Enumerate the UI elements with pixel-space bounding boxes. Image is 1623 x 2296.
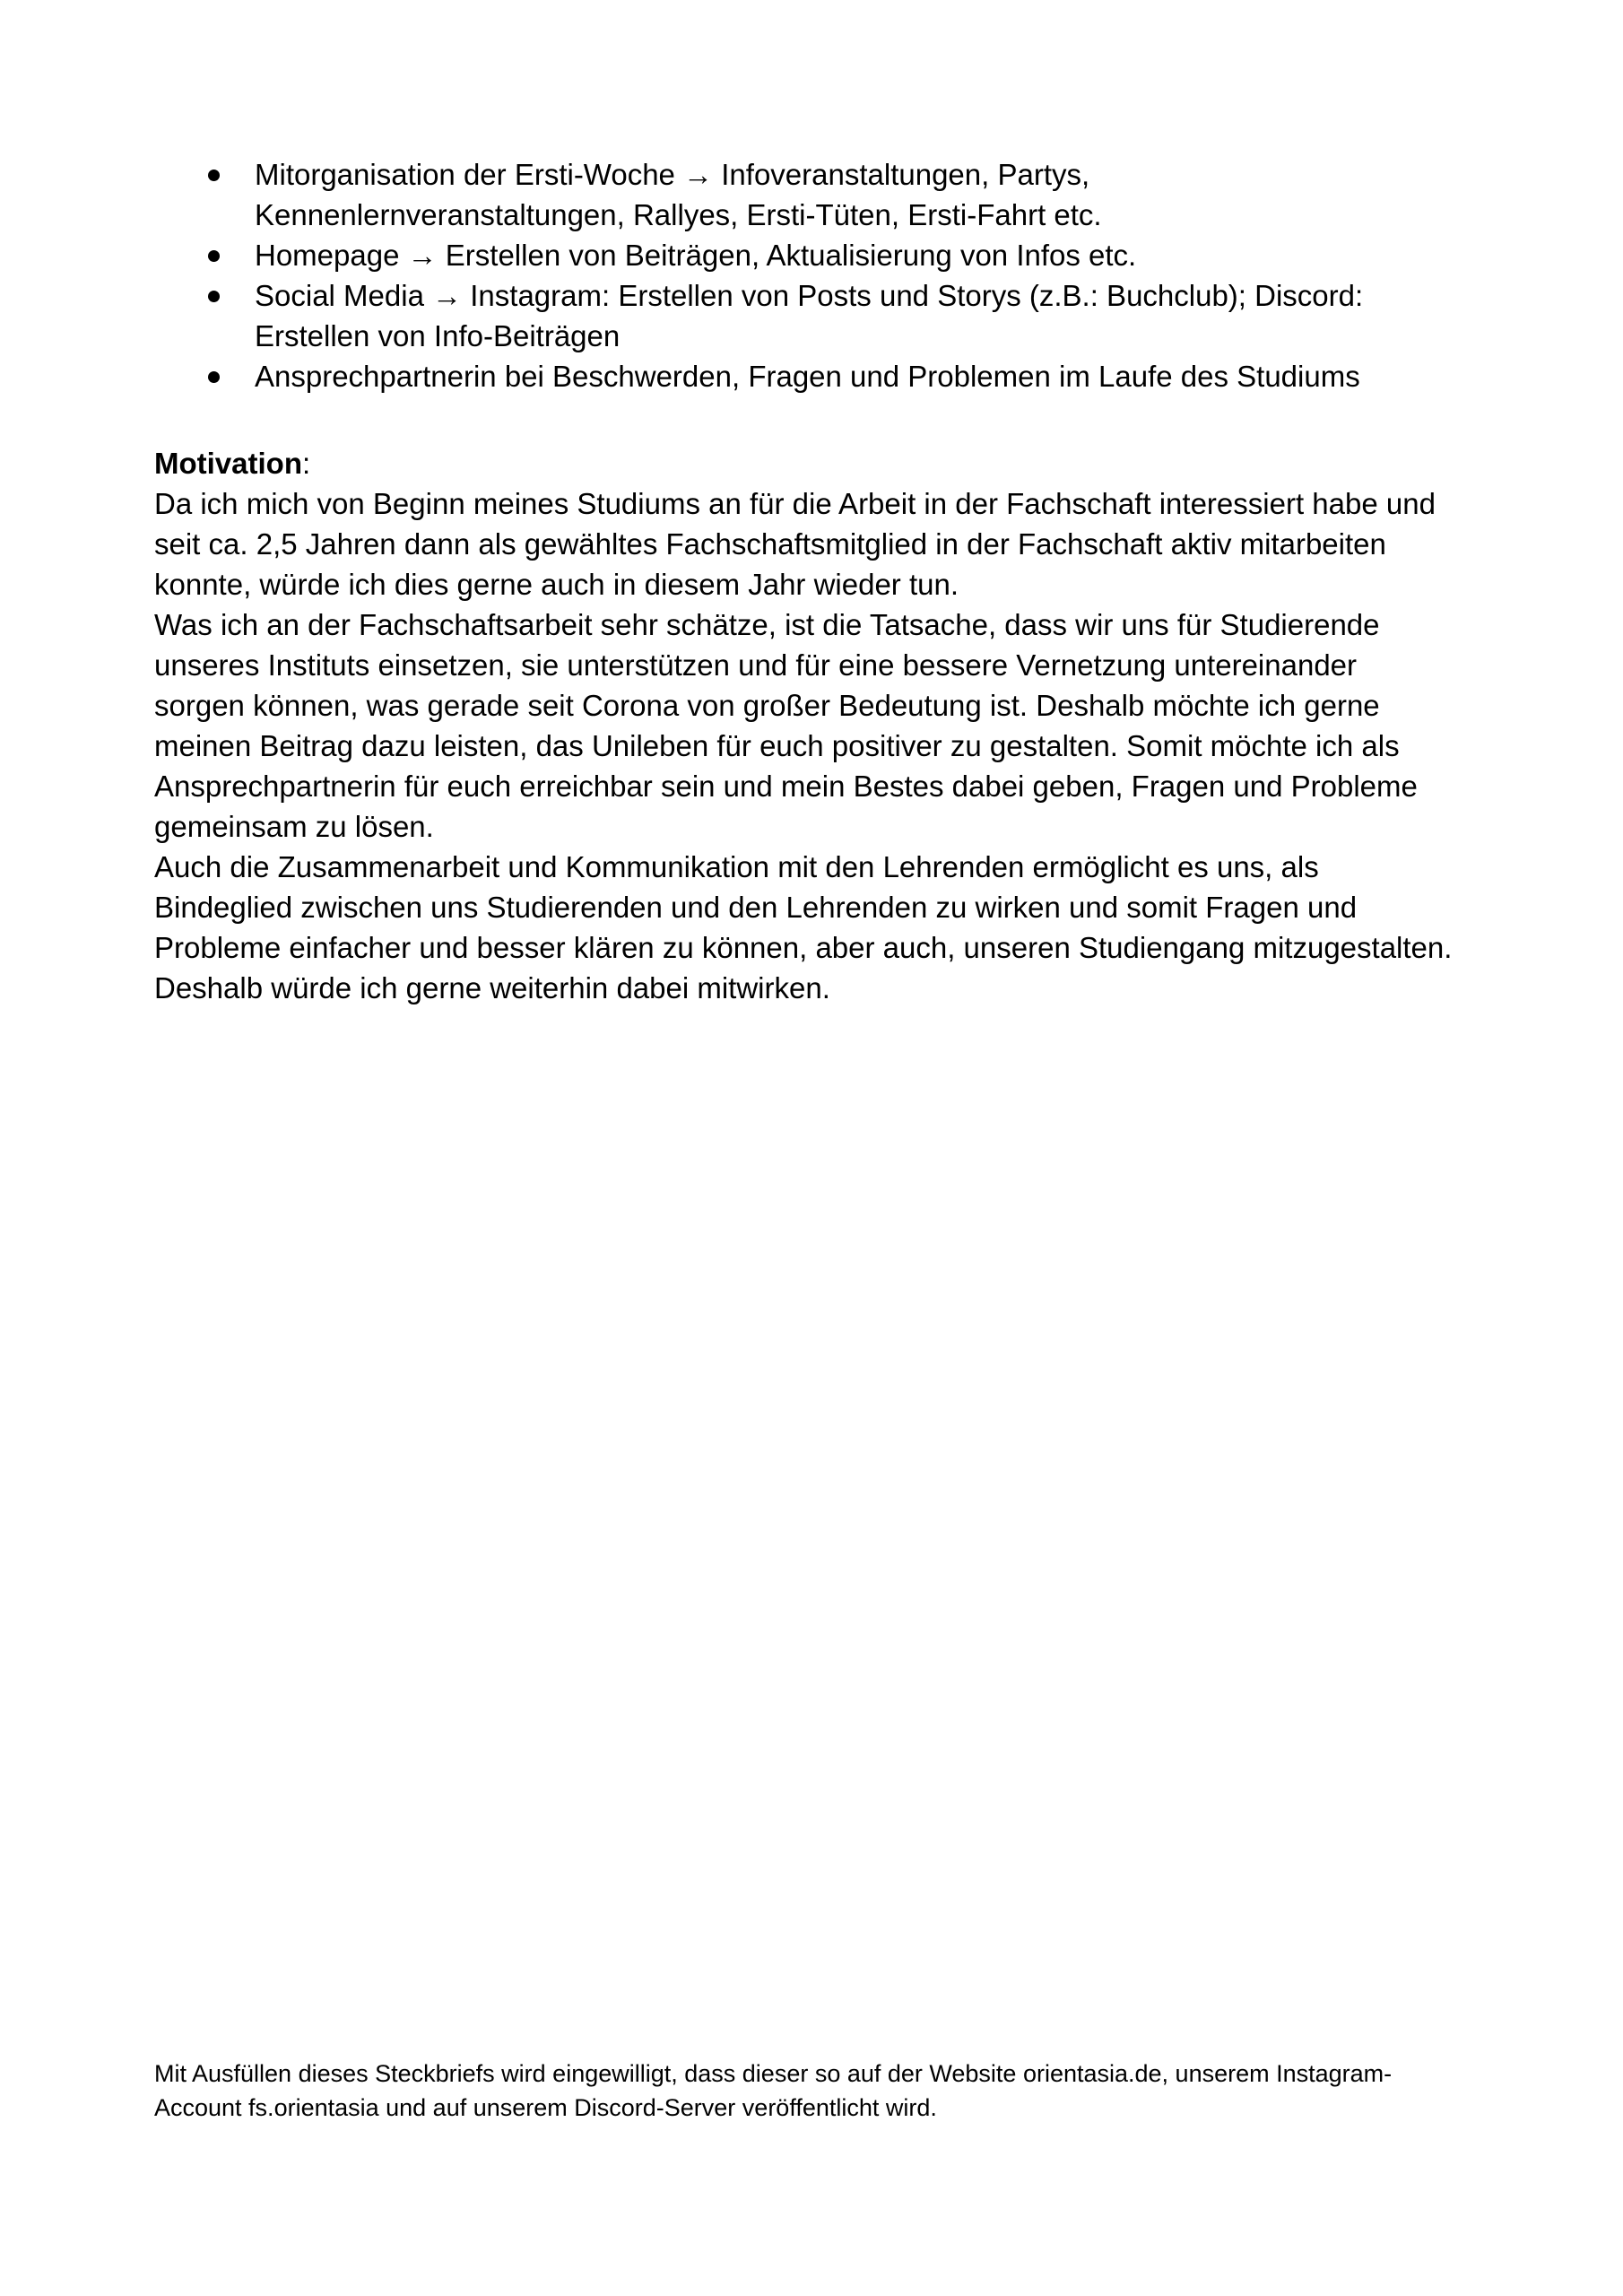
bullet-line: Homepage → Erstellen von Beiträgen, Aktualisierung von Infos etc. [255,239,1137,272]
paragraph-line: Auch die Zusammenarbeit und Kommunikation mit den Lehrenden ermöglicht es uns, als [154,850,1319,883]
bullet-dot-icon [208,170,220,181]
bullet-dot-icon [208,371,220,383]
paragraph-line: gemeinsam zu lösen. [154,810,434,843]
motivation-section [154,443,1499,1008]
bullet-line: Ansprechpartnerin bei Beschwerden, Fragen und Problemen im Laufe des Studiums [255,360,1360,393]
footer-line: Mit Ausfüllen dieses Steckbriefs wird eingewilligt, dass dieser so auf der Website orientasia.de, unserem Instagram- [154,2060,1393,2087]
bullet-item-ersti-woche [154,154,1499,235]
paragraph-line: Bindeglied zwischen uns Studierenden und den Lehrenden zu wirken und somit Fragen und [154,891,1358,924]
consent-footer [154,2057,1544,2125]
bullet-line: Mitorganisation der Ersti-Woche → Infoveranstaltungen, Partys, [255,158,1090,191]
paragraph-line: meinen Beitrag dazu leisten, das Unileben für euch positiver zu gestalten. Somit möchte ich als [154,729,1400,762]
motivation-paragraph-1 [154,483,1499,604]
paragraph-line: seit ca. 2,5 Jahren dann als gewähltes Fachschaftsmitglied in der Fachschaft aktiv mitarbeiten [154,527,1386,561]
paragraph-line: Ansprechpartnerin für euch erreichbar sein und mein Bestes dabei geben, Fragen und Probleme [154,770,1418,803]
paragraph-line: Deshalb würde ich gerne weiterhin dabei mitwirken. [154,971,830,1004]
paragraph-line: Probleme einfacher und besser klären zu können, aber auch, unseren Studiengang mitzugestalten. [154,931,1453,964]
paragraph-line: Da ich mich von Beginn meines Studiums an für die Arbeit in der Fachschaft interessiert habe und [154,487,1436,520]
bullet-item-social-media [154,275,1499,356]
paragraph-line: konnte, würde ich dies gerne auch in diesem Jahr wieder tun. [154,568,959,601]
paragraph-line: unseres Instituts einsetzen, sie unterstützen und für eine bessere Vernetzung untereinander [154,648,1358,682]
footer-line: Account fs.orientasia und auf unserem Discord-Server veröffentlicht wird. [154,2094,937,2121]
bullet-dot-icon [208,250,220,262]
motivation-heading-colon: : [301,447,311,480]
motivation-heading-label: Motivation [154,447,302,480]
bullet-line: Social Media → Instagram: Erstellen von Posts und Storys (z.B.: Buchclub); Discord: [255,279,1364,312]
motivation-paragraph-2 [154,604,1499,847]
motivation-heading [154,443,1499,483]
bullet-dot-icon [208,291,220,302]
paragraph-line: sorgen können, was gerade seit Corona von großer Bedeutung ist. Deshalb möchte ich gerne [154,689,1380,722]
motivation-paragraph-3 [154,847,1499,1008]
bullet-line: Erstellen von Info-Beiträgen [255,319,621,352]
bullet-item-homepage [154,235,1499,275]
bullet-line: Kennenlernveranstaltungen, Rallyes, Ersti-Tüten, Ersti-Fahrt etc. [255,198,1102,231]
paragraph-line: Was ich an der Fachschaftsarbeit sehr schätze, ist die Tatsache, dass wir uns für Studierende [154,608,1380,641]
bullet-item-ansprechpartnerin [154,356,1499,396]
task-bullet-list [154,154,1499,396]
